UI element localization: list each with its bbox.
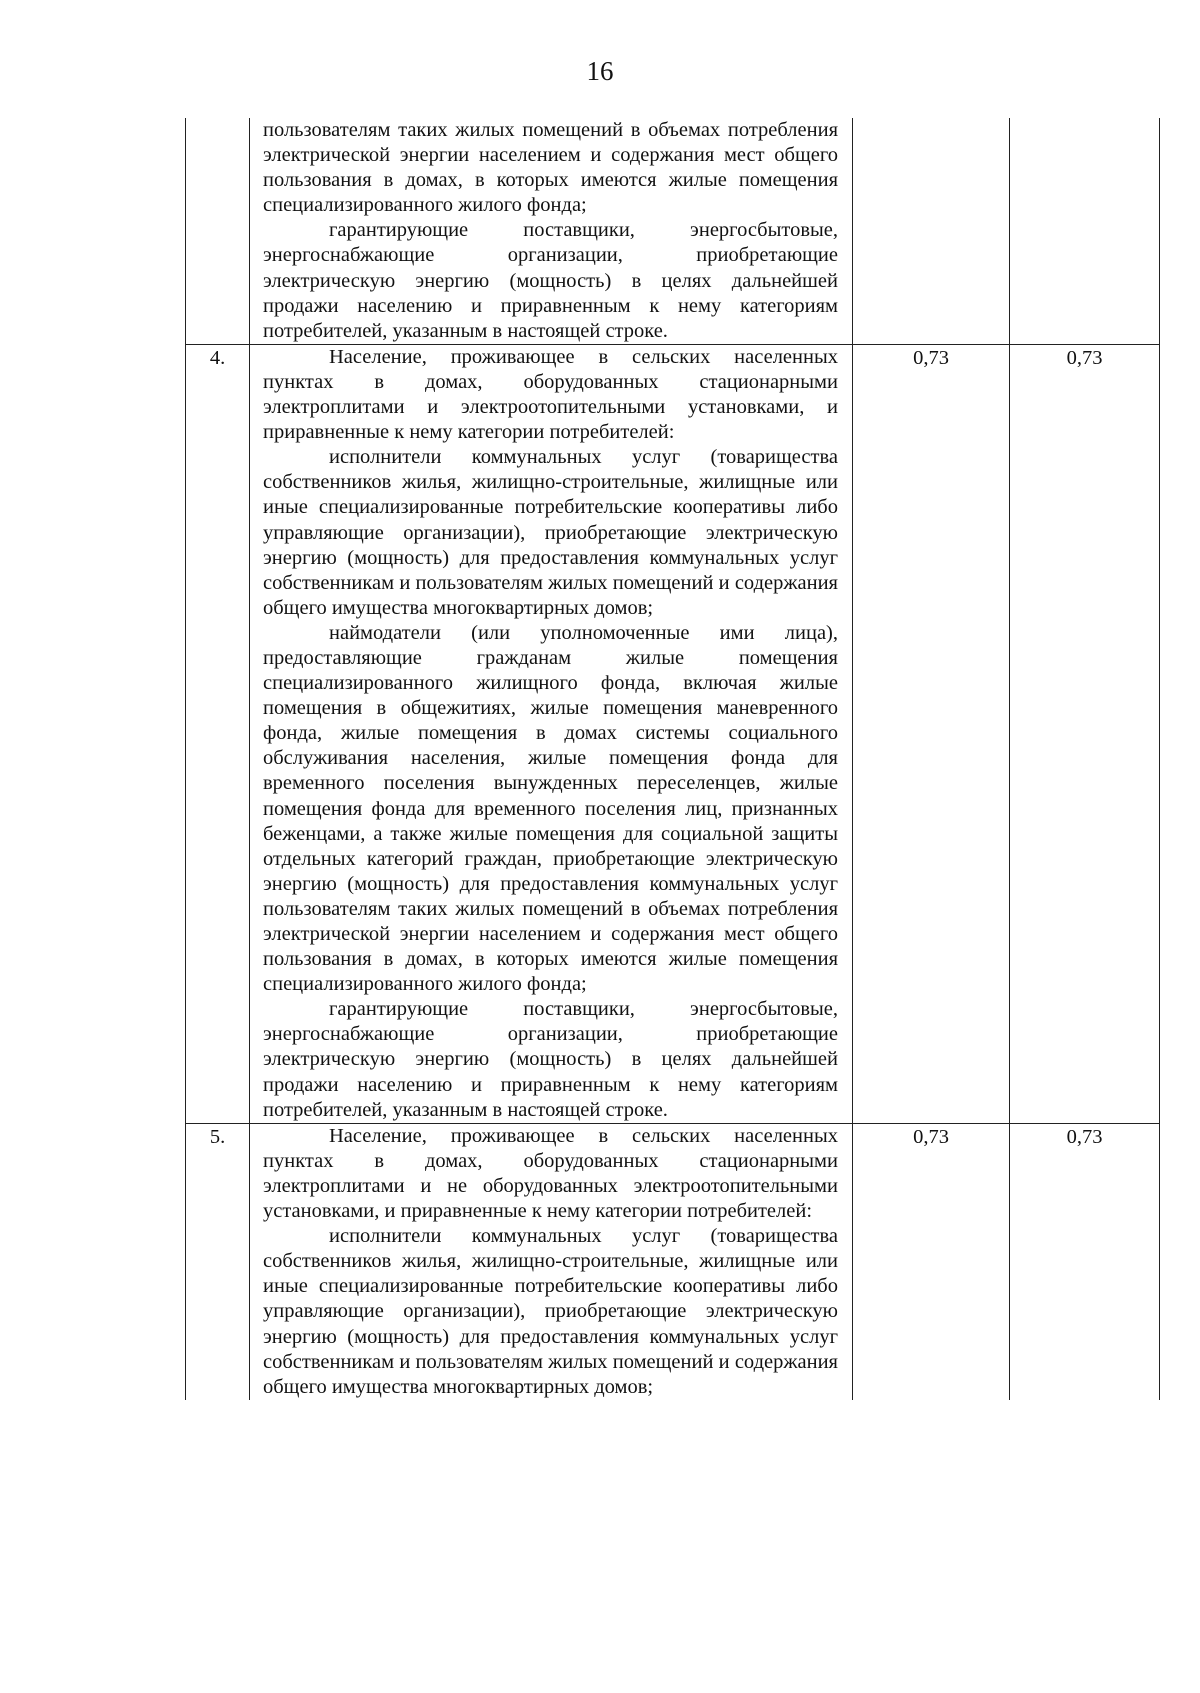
description-paragraph: гарантирующие поставщики, энергосбытовые, энергоснабжающие организации, приобретающие электрическую энергию (мощность) в целях дальнейшей продажи населению и приравненным к нему категориям потребителей, указанным в настоящей строке. (263, 219, 838, 342)
description-paragraph: Население, проживающее в сельских населенных пунктах в домах, оборудованных стационарными электроплитами и электроотопительными установками, и приравненные к нему категории потребителей: (263, 345, 838, 444)
description-paragraph: гарантирующие поставщики, энергосбытовые, энергоснабжающие организации, приобретающие электрическую энергию (мощность) в целях дальнейшей продажи населению и приравненным к нему категориям потребителей, указанным в настоящей строке. (263, 998, 838, 1121)
row-description (249, 1124, 852, 1400)
row-value-2: 0,73 (1009, 1124, 1160, 1400)
page-number: 16 (586, 56, 614, 86)
table-row (185, 118, 1160, 344)
row-description (249, 118, 852, 344)
row-value-1: 0,73 (852, 345, 1009, 1123)
row-number: 5. (185, 1124, 249, 1400)
row-value-1 (852, 118, 1009, 344)
table-row (185, 1123, 1160, 1400)
row-number (185, 118, 249, 344)
description-paragraph: Население, проживающее в сельских населенных пунктах в домах, оборудованных стационарными электроплитами и не оборудованных электроотопительными установками, и приравненные к нему категории потребителей: (263, 1124, 838, 1223)
row-value-1: 0,73 (852, 1124, 1009, 1400)
description-paragraph: исполнители коммунальных услуг (товарищества собственников жилья, жилищно-строительные, жилищные или иные специализированные потребительские кооперативы либо управляющие организации), приобретающие электрическую энергию (мощность) для предоставления коммунальных услуг собственникам и пользователям жилых помещений и содержания общего имущества многоквартирных домов; (263, 1225, 838, 1398)
description-paragraph: наймодатели (или уполномоченные ими лица), предоставляющие гражданам жилые помещения специализированного жилищного фонда, включая жилые помещения в общежитиях, жилые помещения маневренного фонда, жилые помещения в домах системы социального обслуживания населения, жилые помещения фонда для временного поселения вынужденных переселенцев, жилые помещения фонда для временного поселения лиц, признанных беженцами, а также жилые помещения для социальной защиты отдельных категорий граждан, приобретающие электрическую энергию (мощность) для предоставления коммунальных услуг пользователям таких жилых помещений в объемах потребления электрической энергии населением и содержания мест общего пользования в домах, в которых имеются жилые помещения специализированного жилого фонда; (263, 621, 838, 996)
tariff-table (185, 118, 1160, 1400)
description-paragraph: пользователям таких жилых помещений в объемах потребления электрической энергии населением и содержания мест общего пользования в домах, в которых имеются жилые помещения специализированного жилого фонда; (263, 119, 838, 217)
row-value-2: 0,73 (1009, 345, 1160, 1123)
row-description (249, 345, 852, 1123)
row-value-2 (1009, 118, 1160, 344)
table-row (185, 344, 1160, 1123)
description-paragraph: исполнители коммунальных услуг (товарищества собственников жилья, жилищно-строительные, жилищные или иные специализированные потребительские кооперативы либо управляющие организации), приобретающие электрическую энергию (мощность) для предоставления коммунальных услуг собственникам и пользователям жилых помещений и содержания общего имущества многоквартирных домов; (263, 446, 838, 619)
row-number: 4. (185, 345, 249, 1123)
